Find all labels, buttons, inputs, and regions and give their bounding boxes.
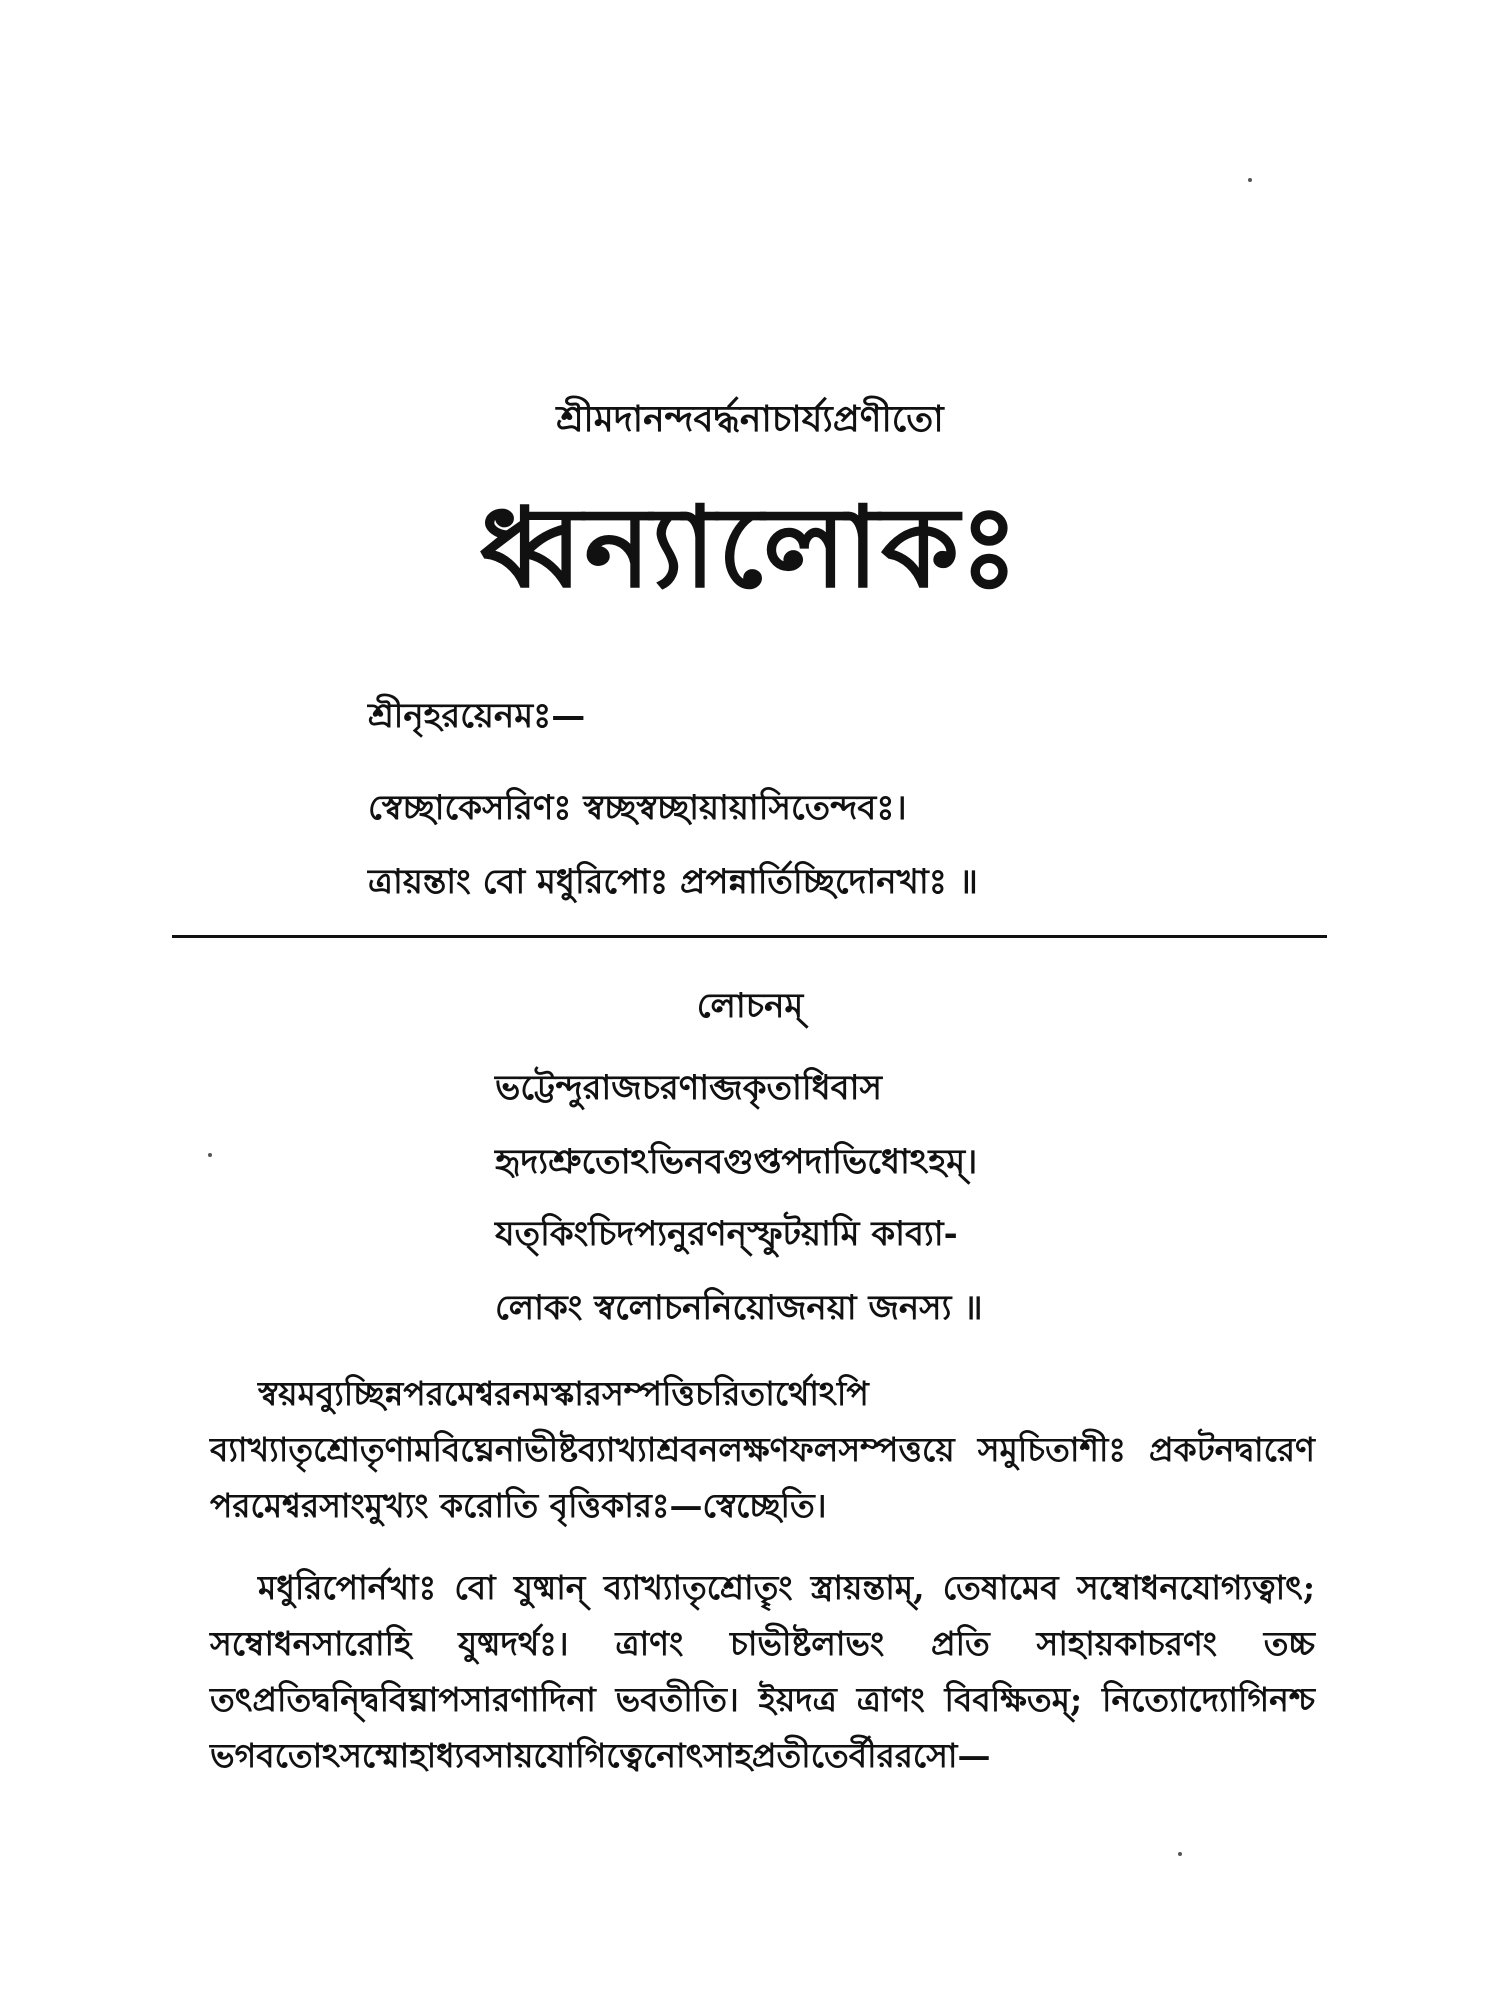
commentary-verse-line-3: যত্‌কিংচিদপ্যনুরণন্‌স্ফুটয়ামি কাব্যা- xyxy=(495,1214,958,1254)
author-attribution: শ্রীমদানন্দবর্দ্ধনাচার্য্যপ্রণীতো xyxy=(556,398,944,440)
verse-line-2: ত্রায়ন্তাং বো মধুরিপোঃ প্রপন্নার্তিচ্ছিদোনখাঃ ॥ xyxy=(368,862,978,902)
commentary-verse-line-1: ভট্টেন্দুরাজচরণাব্জকৃতাধিবাস xyxy=(495,1068,882,1108)
scan-speck xyxy=(208,1153,212,1157)
book-title: ধ্বন্যালোকঃ xyxy=(479,482,1021,613)
verse-line-1: স্বেচ্ছাকেসরিণঃ স্বচ্ছস্বচ্ছায়ায়াসিতেন্দবঃ। xyxy=(368,788,907,828)
paragraph-1-text: স্বয়মব্যুচ্ছিন্নপরমেশ্বরনমস্কারসম্পত্তিচরিতার্থোঽপি ব্যাখ্যাতৃশ্রোতৃণামবিঘ্নেনাভীষ্টব্যাখ্যাশ্রবনলক্ষণফলসম্পত্তয়ে সমুচিতাশীঃ প্রকটনদ্বারেণ পরমেশ্বরসাংমুখ্যং করোতি বৃত্তিকারঃ—স্বেচ্ছেতি। xyxy=(210,1374,1315,1525)
commentary-verse-line-4: লোকং স্বলোচননিয়োজনয়া জনস্য ॥ xyxy=(495,1288,983,1328)
scan-speck xyxy=(1248,178,1252,182)
invocation-line: শ্রীনৃহরয়েনমঃ— xyxy=(368,696,586,736)
scan-speck xyxy=(1178,1852,1182,1856)
commentary-paragraph-1 xyxy=(210,1366,1315,1534)
commentary-title: লোচনম্ xyxy=(696,986,804,1026)
commentary-paragraph-2 xyxy=(210,1560,1315,1784)
paragraph-2-text: মধুরিপোর্নখাঃ বো যুষ্মান্ ব্যাখ্যাতৃশ্রোতৄং স্ত্রায়ন্তাম্, তেষামেব সম্বোধনযোগ্যত্বাৎ; সম্বোধনসারোহি যুষ্মদর্থঃ। ত্রাণং চাভীষ্টলাভং প্রতি সাহায়কাচরণং তচ্চ তৎপ্রতিদ্বন্দ্বিবিঘ্নাপসারণাদিনা ভবতীতি। ইয়দত্র ত্রাণং বিবক্ষিতম্; নিত্যোদ্যোগিনশ্চ ভগবতোঽসম্মোহাধ্যবসায়যোগিত্বেনোৎসাহপ্রতীতের্বীররসো— xyxy=(210,1568,1315,1775)
commentary-verse-line-2: হৃদ্যশ্রুতোঽভিনবগুপ্তপদাভিধোঽহম্। xyxy=(495,1142,978,1182)
section-divider xyxy=(172,935,1327,938)
